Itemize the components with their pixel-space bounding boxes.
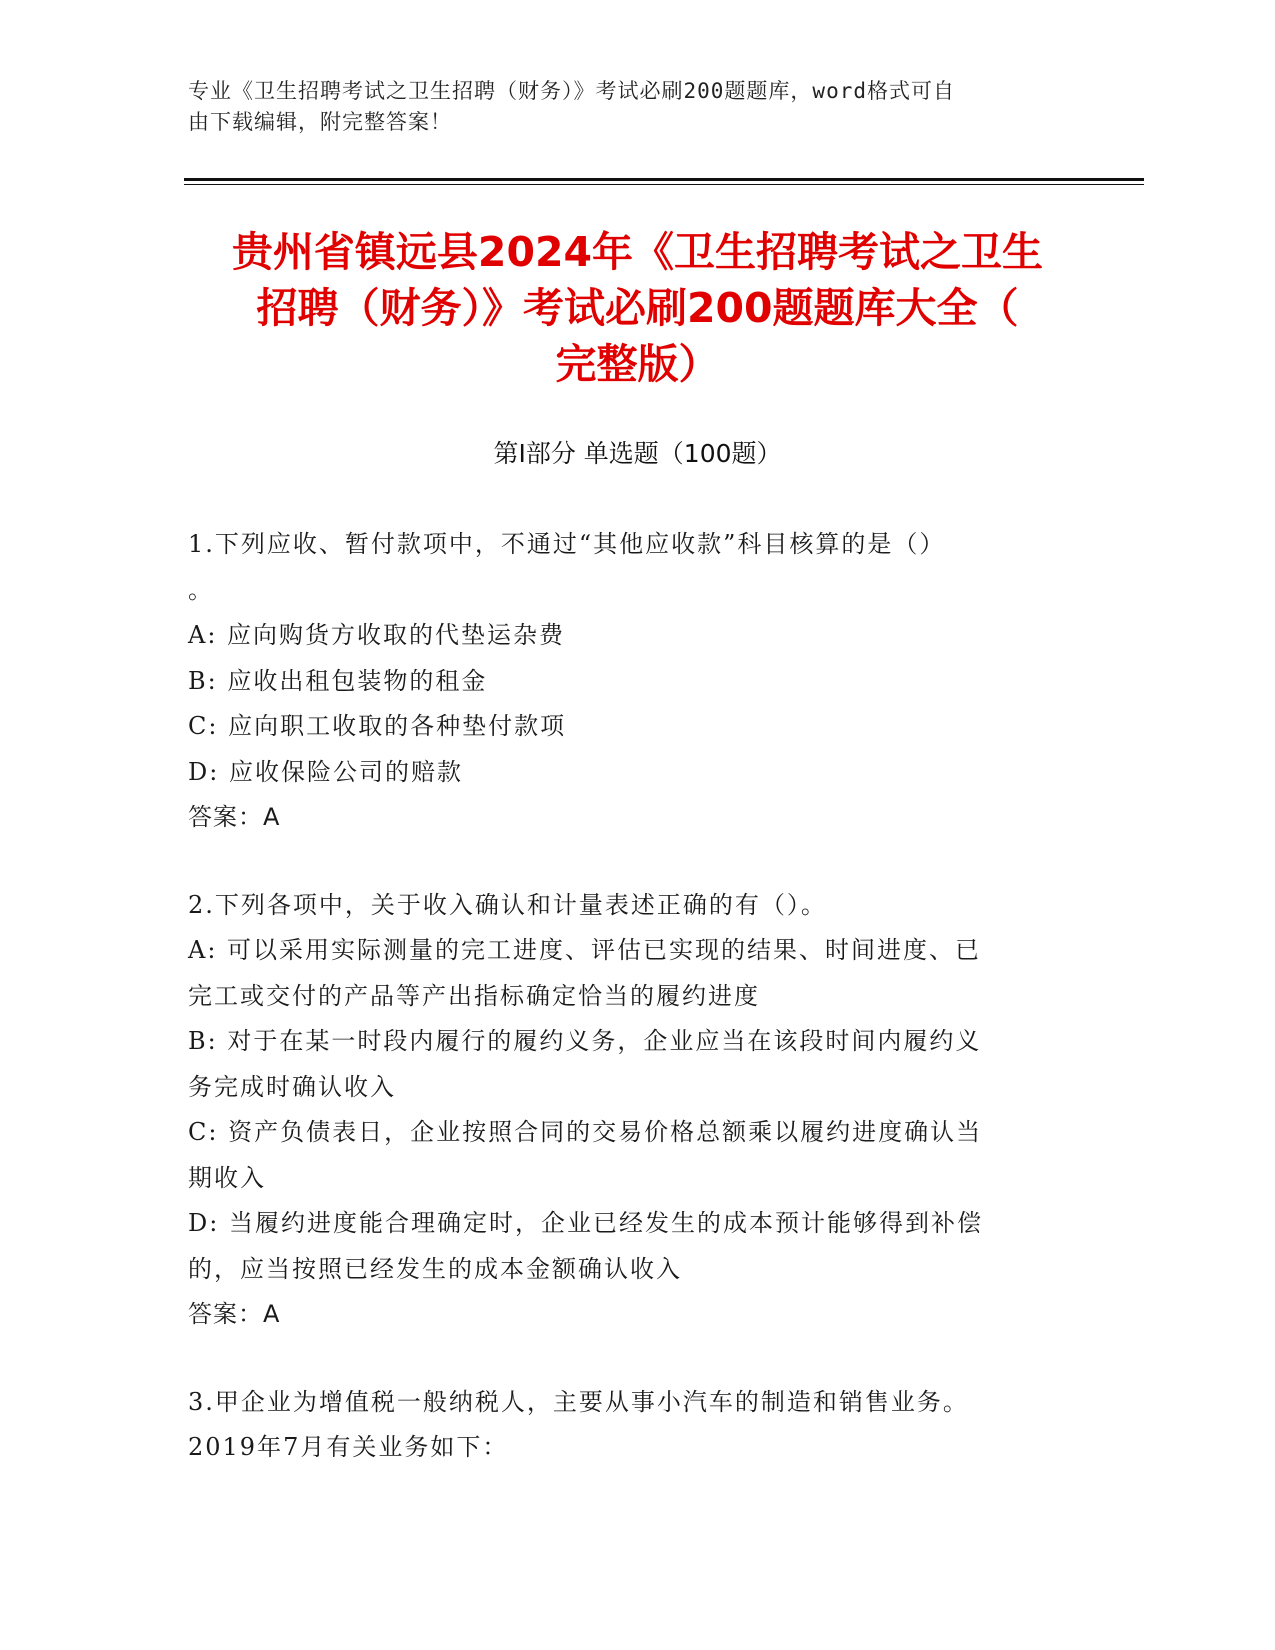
question-2 [188, 883, 1078, 1338]
title-line-2: 招聘（财务）》考试必刷200题题库大全（ [256, 284, 1019, 332]
answer-label: 答案：A [188, 803, 281, 831]
option-a: A: 应向购货方收取的代垫运杂费 [188, 621, 566, 649]
document-title [170, 224, 1105, 392]
question-stem-continued: 。 [188, 575, 214, 604]
title-line-1: 贵州省镇远县2024年《卫生招聘考试之卫生 [231, 228, 1044, 276]
intro-line-1: 专业《卫生招聘考试之卫生招聘（财务）》考试必刷200题题库，word格式可自 [188, 79, 955, 103]
question-stem: 2.下列各项中，关于收入确认和计量表述正确的有（）。 [188, 890, 827, 919]
option-d-continued: 的，应当按照已经发生的成本金额确认收入 [188, 1254, 682, 1283]
question-stem-continued: 2019年7月有关业务如下： [188, 1433, 509, 1461]
intro-line-2: 由下载编辑，附完整答案！ [188, 110, 452, 134]
option-d: D: 当履约进度能合理确定时，企业已经发生的成本预计能够得到补偿 [188, 1209, 983, 1237]
option-a: A: 可以采用实际测量的完工进度、评估已实现的结果、时间进度、已 [188, 936, 982, 964]
option-c: C: 资产负债表日，企业按照合同的交易价格总额乘以履约进度确认当 [188, 1118, 983, 1146]
question-1 [188, 522, 1078, 841]
question-stem: 1.下列应收、暂付款项中，不通过“其他应收款”科目核算的是（） [188, 530, 946, 558]
header-divider-thick [184, 178, 1144, 181]
option-c-continued: 期收入 [188, 1163, 266, 1192]
intro-text [188, 76, 1068, 138]
title-line-3: 完整版） [555, 340, 720, 388]
option-c: C: 应向职工收取的各种垫付款项 [188, 712, 567, 740]
question-stem: 3.甲企业为增值税一般纳税人，主要从事小汽车的制造和销售业务。 [188, 1387, 969, 1416]
question-list [188, 522, 1078, 1471]
question-3 [188, 1380, 1078, 1471]
option-d: D: 应收保险公司的赔款 [188, 757, 463, 786]
option-b: B: 应收出租包装物的租金 [188, 666, 488, 695]
option-b: B: 对于在某一时段内履行的履约义务，企业应当在该段时间内履约义 [188, 1027, 982, 1055]
option-b-continued: 务完成时确认收入 [188, 1072, 396, 1101]
option-a-continued: 完工或交付的产品等产出指标确定恰当的履约进度 [188, 981, 760, 1010]
header-divider-thin [184, 184, 1144, 185]
answer-label: 答案：A [188, 1300, 281, 1328]
section-heading: 第Ⅰ部分 单选题（100题） [493, 439, 782, 468]
